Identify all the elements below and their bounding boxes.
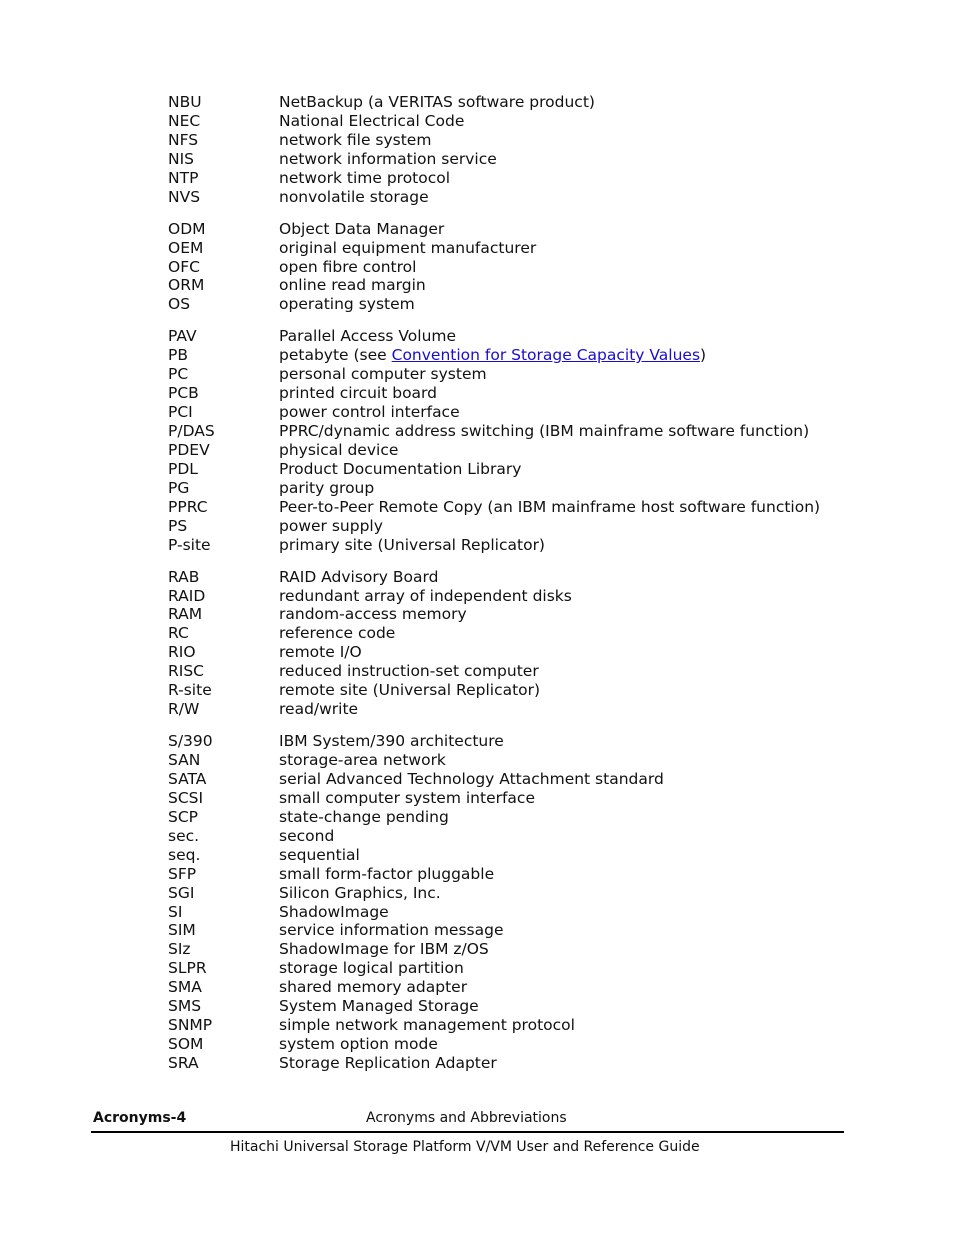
- acronym-definition-text: physical device: [279, 440, 399, 459]
- acronym-definition: [279, 169, 868, 188]
- acronym-term: SCSI: [168, 788, 204, 807]
- acronym-definition: [279, 751, 868, 770]
- acronym-list: [168, 93, 868, 1086]
- acronym-definition: [279, 498, 868, 517]
- acronym-definition: [279, 921, 868, 940]
- acronym-row: [168, 441, 868, 460]
- acronym-definition-text: operating system: [279, 295, 415, 314]
- acronym-term: PB: [168, 346, 188, 365]
- acronym-definition-text: storage-area network: [279, 751, 446, 769]
- acronym-definition: [279, 479, 868, 498]
- acronym-definition-text: second: [279, 826, 335, 845]
- acronym-definition: [279, 770, 868, 789]
- acronym-definition: [279, 903, 868, 922]
- acronym-term: R/W: [168, 700, 200, 719]
- acronym-definition: [279, 150, 868, 169]
- acronym-term: SRA: [168, 1054, 199, 1072]
- acronym-definition-text: primary site (Universal Replicator): [279, 535, 545, 554]
- acronym-definition-text: reference code: [279, 624, 396, 643]
- acronym-row: [168, 770, 868, 789]
- acronym-row: [168, 188, 868, 207]
- acronym-term: SCP: [168, 807, 199, 826]
- acronym-definition-text: Parallel Access Volume: [279, 327, 457, 346]
- acronym-term: PDEV: [168, 440, 210, 459]
- acronym-term: SIM: [168, 921, 196, 940]
- acronym-definition: [279, 605, 868, 624]
- footer-section-title: Acronyms and Abbreviations: [366, 1110, 567, 1126]
- footer-guide-title: Hitachi Universal Storage Platform V/VM User and Reference Guide: [230, 1139, 700, 1155]
- acronym-term: SFP: [168, 864, 197, 883]
- acronym-row: [168, 365, 868, 384]
- acronym-term: SGI: [168, 883, 195, 902]
- footer-divider: [91, 1131, 844, 1133]
- acronym-definition: [279, 827, 868, 846]
- acronym-definition-text: original equipment manufacturer: [279, 238, 537, 257]
- acronym-definition: [279, 112, 868, 131]
- acronym-definition-text: ShadowImage: [279, 902, 389, 921]
- acronym-term: SAN: [168, 751, 201, 769]
- acronym-definition: [279, 1035, 868, 1054]
- acronym-definition-text: nonvolatile storage: [279, 187, 429, 206]
- acronym-definition: [279, 940, 868, 959]
- acronym-definition-text: network file system: [279, 130, 432, 149]
- acronym-group: [168, 568, 868, 720]
- acronym-term: NEC: [168, 111, 201, 130]
- acronym-definition: [279, 884, 868, 903]
- acronym-term: NVS: [168, 187, 201, 206]
- acronym-definition: [279, 422, 868, 441]
- acronym-definition: [279, 295, 868, 314]
- acronym-term: RAM: [168, 605, 203, 624]
- acronym-definition: [279, 1016, 868, 1035]
- acronym-term: seq.: [168, 845, 201, 864]
- acronym-term: SMA: [168, 978, 202, 997]
- acronym-row: [168, 346, 868, 365]
- acronym-definition: [279, 188, 868, 207]
- acronym-definition: [279, 846, 868, 865]
- acronym-definition: [279, 997, 868, 1016]
- acronym-term: NIS: [168, 149, 195, 168]
- acronym-definition-text: state-change pending: [279, 807, 449, 826]
- acronym-row: [168, 587, 868, 606]
- acronym-definition: [279, 517, 868, 536]
- acronym-definition: [279, 276, 868, 295]
- acronym-term: NFS: [168, 130, 199, 149]
- acronym-definition-text: random-access memory: [279, 605, 467, 624]
- acronym-definition: [279, 346, 868, 365]
- acronym-definition-text: ShadowImage for IBM z/OS: [279, 940, 489, 959]
- acronym-definition-text: system option mode: [279, 1035, 438, 1054]
- acronym-row: [168, 789, 868, 808]
- acronym-definition-text: Product Documentation Library: [279, 459, 522, 478]
- acronym-row: [168, 827, 868, 846]
- acronym-row: [168, 403, 868, 422]
- acronym-row: [168, 700, 868, 719]
- acronym-definition-text: small computer system interface: [279, 788, 535, 807]
- acronym-term: SOM: [168, 1035, 204, 1054]
- acronym-row: [168, 131, 868, 150]
- acronym-term: RAID: [168, 586, 206, 605]
- acronym-definition-text: small form-factor pluggable: [279, 864, 495, 883]
- acronym-definition: [279, 327, 868, 346]
- acronym-term: sec.: [168, 826, 200, 845]
- acronym-definition: [279, 1054, 868, 1073]
- acronym-definition-text: simple network management protocol: [279, 1016, 575, 1035]
- acronym-term: R-site: [168, 681, 212, 700]
- acronym-term: OEM: [168, 238, 204, 257]
- acronym-definition-text: remote site (Universal Replicator): [279, 681, 541, 700]
- acronym-row: [168, 681, 868, 700]
- acronym-term: S/390: [168, 732, 213, 751]
- acronym-group: [168, 93, 868, 207]
- acronym-row: [168, 295, 868, 314]
- acronym-row: [168, 479, 868, 498]
- acronym-definition-text: Peer-to-Peer Remote Copy (an IBM mainframe host software function): [279, 497, 821, 516]
- acronym-row: [168, 662, 868, 681]
- acronym-term: P/DAS: [168, 422, 215, 440]
- acronym-term: OS: [168, 295, 191, 314]
- acronym-definition: [279, 865, 868, 884]
- acronym-row: [168, 422, 868, 441]
- acronym-row: [168, 258, 868, 277]
- acronym-row: [168, 605, 868, 624]
- acronym-definition: [279, 460, 868, 479]
- acronym-definition: [279, 131, 868, 150]
- acronym-definition-text: NetBackup (a VERITAS software product): [279, 93, 595, 111]
- acronym-term: OFC: [168, 257, 200, 276]
- acronym-definition-text: read/write: [279, 700, 359, 719]
- acronym-row: [168, 460, 868, 479]
- acronym-row: [168, 751, 868, 770]
- acronym-definition: [279, 441, 868, 460]
- acronym-definition: [279, 978, 868, 997]
- acronym-row: [168, 643, 868, 662]
- acronym-definition-text: online read margin: [279, 276, 426, 295]
- acronym-definition-text: serial Advanced Technology Attachment standard: [279, 769, 664, 788]
- acronym-definition-text: petabyte (see: [279, 346, 392, 365]
- capacity-convention-link[interactable]: Convention for Storage Capacity Values: [391, 346, 701, 365]
- acronym-row: [168, 732, 868, 751]
- acronym-definition-text: IBM System/390 architecture: [279, 732, 504, 751]
- acronym-definition-text: Storage Replication Adapter: [279, 1054, 497, 1072]
- acronym-definition-text: open fibre control: [279, 257, 417, 276]
- acronym-row: [168, 93, 868, 112]
- acronym-definition: [279, 568, 868, 587]
- acronym-definition-text: service information message: [279, 921, 504, 940]
- acronym-row: [168, 884, 868, 903]
- acronym-group: [168, 732, 868, 1073]
- acronym-definition-text: remote I/O: [279, 643, 362, 662]
- acronym-row: [168, 220, 868, 239]
- acronym-row: [168, 239, 868, 258]
- acronym-row: [168, 903, 868, 922]
- acronym-row: [168, 536, 868, 555]
- acronym-definition-text: printed circuit board: [279, 384, 437, 403]
- acronym-definition: [279, 587, 868, 606]
- acronym-row: [168, 498, 868, 517]
- acronym-definition-text: sequential: [279, 845, 360, 864]
- acronym-term: PPRC: [168, 497, 208, 516]
- acronym-definition-text: power supply: [279, 516, 383, 535]
- acronym-definition: [279, 732, 868, 751]
- acronym-definition: [279, 365, 868, 384]
- acronym-term: ODM: [168, 219, 206, 238]
- acronym-term: SI: [168, 902, 183, 921]
- acronym-term: PDL: [168, 459, 198, 478]
- acronym-definition-text: System Managed Storage: [279, 997, 479, 1016]
- acronym-row: [168, 921, 868, 940]
- acronym-row: [168, 959, 868, 978]
- acronym-row: [168, 624, 868, 643]
- acronym-term: ORM: [168, 276, 205, 295]
- acronym-term: RAB: [168, 567, 200, 586]
- acronym-row: [168, 568, 868, 587]
- acronym-term: P-site: [168, 535, 211, 554]
- acronym-definition-text: RAID Advisory Board: [279, 567, 439, 586]
- acronym-definition: [279, 681, 868, 700]
- acronym-definition: [279, 220, 868, 239]
- acronym-definition: [279, 403, 868, 422]
- acronym-definition-text: reduced instruction-set computer: [279, 662, 539, 681]
- acronym-row: [168, 1035, 868, 1054]
- acronym-definition: [279, 384, 868, 403]
- acronym-definition-text: personal computer system: [279, 365, 487, 384]
- acronym-definition: [279, 239, 868, 258]
- acronym-term: RIO: [168, 643, 196, 662]
- acronym-term: PS: [168, 516, 188, 535]
- acronym-term: SMS: [168, 997, 202, 1016]
- acronym-term: SNMP: [168, 1016, 213, 1035]
- acronym-row: [168, 327, 868, 346]
- acronym-term: SLPR: [168, 959, 207, 978]
- acronym-definition: [279, 789, 868, 808]
- acronym-row: [168, 112, 868, 131]
- acronym-definition-suffix: ): [700, 346, 707, 365]
- acronym-term: PAV: [168, 327, 197, 346]
- acronym-definition: [279, 258, 868, 277]
- acronym-term: PCI: [168, 403, 193, 422]
- acronym-definition-text: National Electrical Code: [279, 111, 465, 130]
- acronym-term: NTP: [168, 168, 199, 187]
- acronym-definition-text: redundant array of independent disks: [279, 586, 572, 605]
- acronym-term: PC: [168, 365, 189, 384]
- acronym-row: [168, 978, 868, 997]
- acronym-row: [168, 865, 868, 884]
- acronym-definition-text: Object Data Manager: [279, 219, 445, 238]
- acronym-definition: [279, 536, 868, 555]
- acronym-term: PCB: [168, 384, 199, 403]
- acronym-term: SATA: [168, 769, 207, 788]
- acronym-row: [168, 940, 868, 959]
- acronym-definition-text: parity group: [279, 478, 375, 497]
- acronym-group: [168, 327, 868, 554]
- acronym-definition-text: shared memory adapter: [279, 978, 468, 997]
- acronym-row: [168, 150, 868, 169]
- acronym-term: RC: [168, 624, 189, 643]
- acronym-definition-text: power control interface: [279, 403, 460, 422]
- acronym-definition: [279, 808, 868, 827]
- acronym-term: NBU: [168, 93, 202, 111]
- acronym-group: [168, 220, 868, 315]
- acronym-row: [168, 517, 868, 536]
- acronym-definition: [279, 662, 868, 681]
- footer-page-number: Acronyms-4: [93, 1110, 187, 1126]
- acronym-row: [168, 997, 868, 1016]
- acronym-row: [168, 1016, 868, 1035]
- acronym-definition-text: Silicon Graphics, Inc.: [279, 883, 441, 902]
- acronym-definition-text: storage logical partition: [279, 959, 464, 978]
- acronym-definition: [279, 700, 868, 719]
- acronym-definition: [279, 959, 868, 978]
- acronym-row: [168, 1054, 868, 1073]
- acronym-definition-text: network information service: [279, 149, 497, 168]
- acronym-term: PG: [168, 478, 190, 497]
- acronym-definition-text: PPRC/dynamic address switching (IBM mainframe software function): [279, 422, 810, 440]
- acronym-definition-text: network time protocol: [279, 168, 451, 187]
- acronym-row: [168, 384, 868, 403]
- acronym-definition: [279, 624, 868, 643]
- acronym-row: [168, 846, 868, 865]
- acronym-row: [168, 276, 868, 295]
- acronym-definition: [279, 643, 868, 662]
- acronym-row: [168, 808, 868, 827]
- acronym-term: SIz: [168, 940, 191, 959]
- acronym-term: RISC: [168, 662, 205, 681]
- acronym-definition: [279, 93, 868, 112]
- acronym-row: [168, 169, 868, 188]
